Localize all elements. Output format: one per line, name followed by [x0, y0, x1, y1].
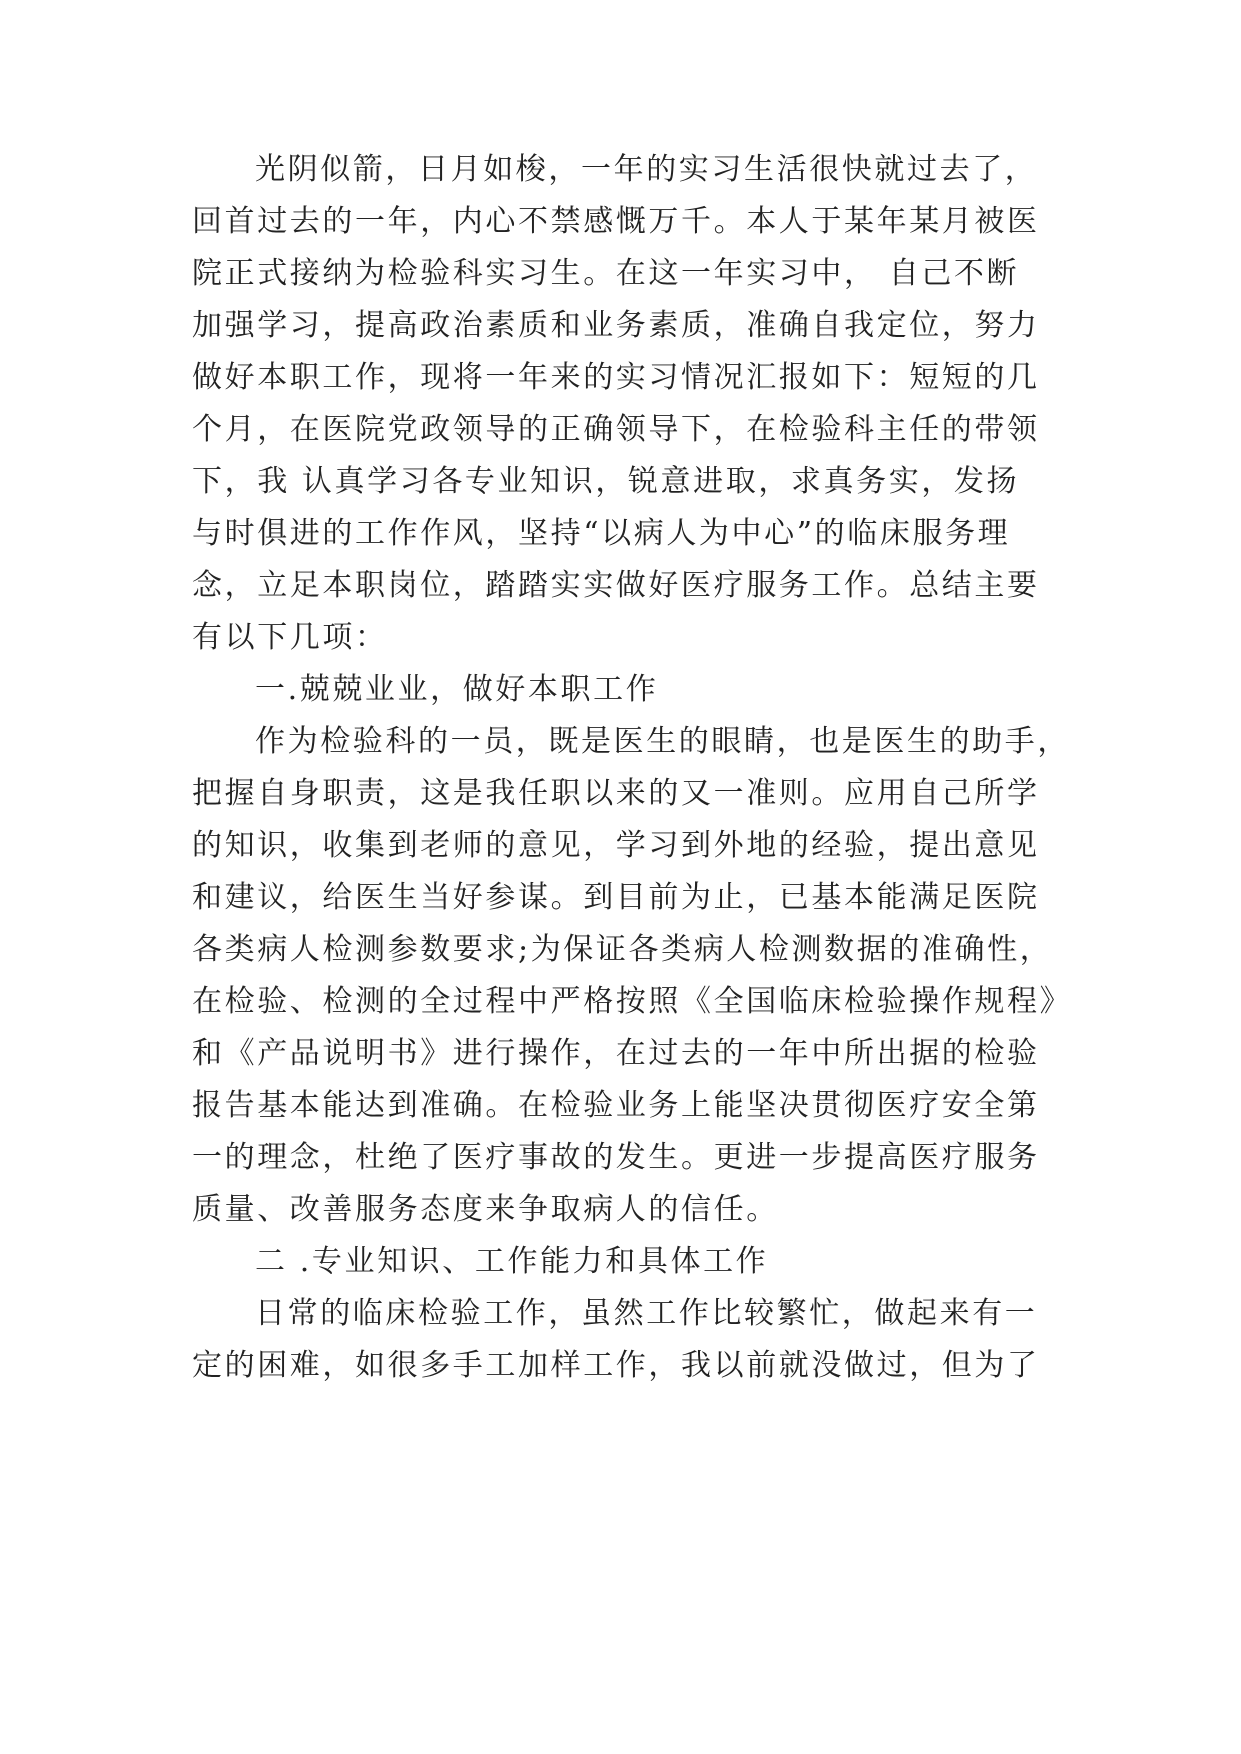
paragraph-line: 日常的临床检验工作，虽然工作比较繁忙，做起来有一	[255, 1296, 1038, 1331]
paragraph-line: 和建议，给医生当好参谋。到目前为止，已基本能满足医院	[192, 880, 1040, 915]
paragraph-line: 光阴似箭，日月如梭，一年的实习生活很快就过去了，	[255, 152, 1038, 187]
paragraph-line: 报告基本能达到准确。在检验业务上能坚决贯彻医疗安全第	[192, 1088, 1040, 1123]
paragraph-line: 在检验、检测的全过程中严格按照《全国临床检验操作规程》	[192, 984, 1073, 1019]
paragraph-line: 回首过去的一年，内心不禁感慨万千。本人于某年某月被医	[192, 204, 1040, 239]
paragraph-line: 与时俱进的工作作风，坚持“以病人为中心”的临床服务理	[192, 516, 1011, 551]
paragraph-line: 做好本职工作，现将一年来的实习情况汇报如下：短短的几	[192, 360, 1040, 395]
paragraph-line: 有以下几项：	[192, 620, 388, 655]
paragraph-line: 念，立足本职岗位，踏踏实实做好医疗服务工作。总结主要	[192, 568, 1040, 603]
paragraph-line: 下，我 认真学习各专业知识，锐意进取，求真务实，发扬	[192, 464, 1020, 499]
paragraph-line: 各类病人检测参数要求;为保证各类病人检测数据的准确性，	[192, 932, 1053, 967]
paragraph-line: 定的困难，如很多手工加样工作，我以前就没做过，但为了	[192, 1348, 1040, 1383]
section-heading: 二 .专业知识、工作能力和具体工作	[255, 1244, 769, 1279]
paragraph-line: 加强学习，提高政治素质和业务素质，准确自我定位，努力	[192, 308, 1040, 343]
paragraph-line: 的知识，收集到老师的意见，学习到外地的经验，提出意见	[192, 828, 1040, 863]
paragraph-line: 把握自身职责，这是我任职以来的又一准则。应用自己所学	[192, 776, 1040, 811]
paragraph-line: 一的理念，杜绝了医疗事故的发生。更进一步提高医疗服务	[192, 1140, 1040, 1175]
paragraph-line: 个月，在医院党政领导的正确领导下，在检验科主任的带领	[192, 412, 1040, 447]
paragraph-line: 作为检验科的一员，既是医生的眼睛，也是医生的助手，	[255, 724, 1070, 759]
paragraph-line: 质量、改善服务态度来争取病人的信任。	[192, 1192, 779, 1227]
paragraph-line: 院正式接纳为检验科实习生。在这一年实习中， 自己不断	[192, 256, 1020, 291]
section-heading: 一.兢兢业业，做好本职工作	[255, 672, 659, 707]
paragraph-line: 和《产品说明书》进行操作，在过去的一年中所出据的检验	[192, 1036, 1040, 1071]
